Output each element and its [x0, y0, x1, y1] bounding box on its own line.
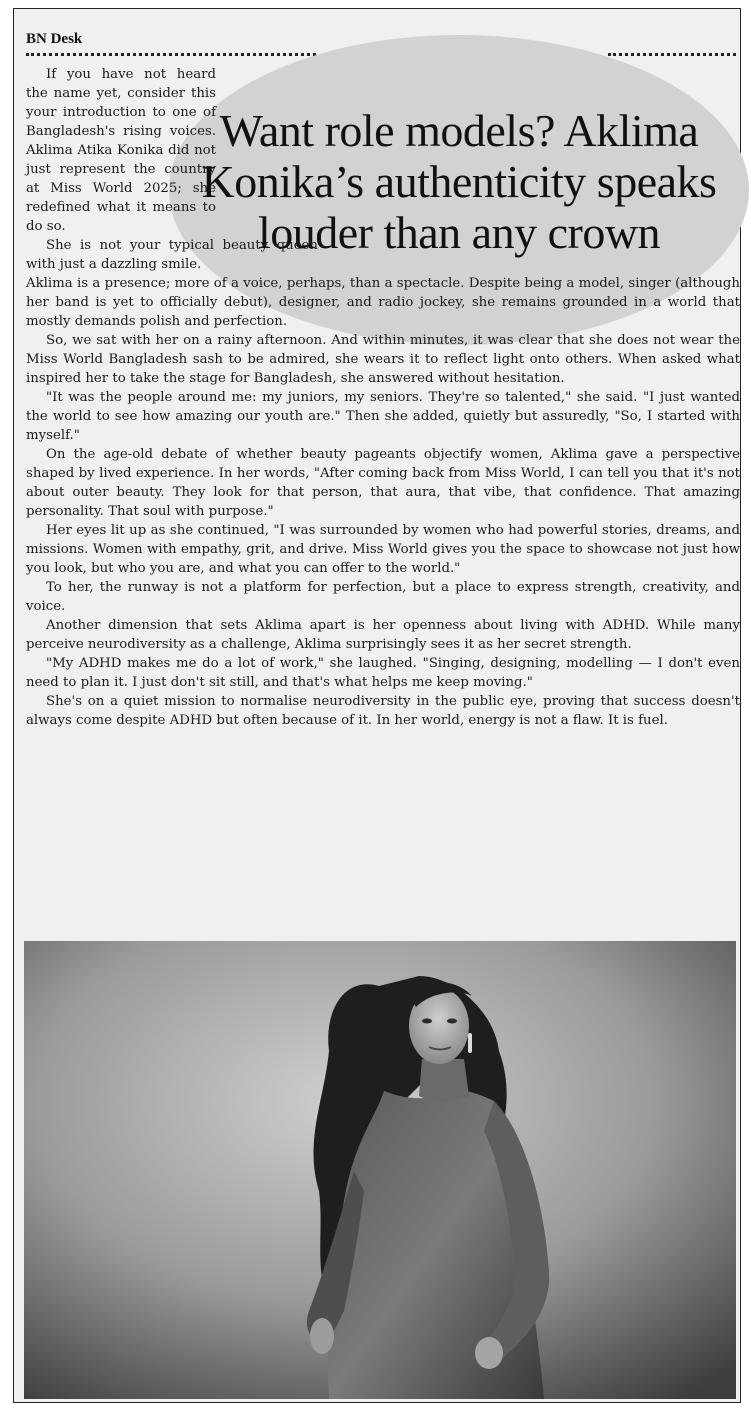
paragraph-people-around: "It was the people around me: my juniors, my seniors. They're so talented," she said. "I just wanted the world to see how amazing our youth are." Then she added, quietly but assuredly, "So, I started with myself.": [26, 390, 740, 443]
article-body: [26, 65, 740, 730]
paragraph-presence: Aklima is a presence; more of a voice, perhaps, than a spectacle. Despite being a model, singer (although her band is yet to officially debut), designer, and radio jockey, she remains grounded in a world that mostly demands polish and perfection.: [26, 276, 740, 329]
paragraph-eyes-lit: Her eyes lit up as she continued, "I was surrounded by women who had powerful stories, dreams, and missions. Women with empathy, grit, and drive. Miss World gives you the space to showcase not just how you look, but who you are, and what you can offer to the world.": [26, 523, 740, 576]
paragraph-beauty-queen: She is not your typical beauty queen with just a dazzling smile.: [26, 238, 318, 272]
dotted-rule-right: [608, 53, 736, 56]
article-frame: [13, 8, 741, 1403]
dotted-rule-left: [26, 53, 316, 56]
headline: Want role models? Aklima Konika’s authenticity speaks louder than any crown: [201, 105, 717, 258]
paragraph-quiet-mission: She's on a quiet mission to normalise neurodiversity in the public eye, proving that success doesn't always come despite ADHD but often because of it. In her world, energy is not a flaw. It is fuel.: [26, 694, 740, 728]
paragraph-intro: If you have not heard the name yet, consider this your introduction to one of Bangladesh's rising voices. Aklima Atika Konika did not just represent the country at Miss World 2025; she redefined what it means to do so.: [26, 67, 216, 234]
paragraph-rainy-afternoon: So, we sat with her on a rainy afternoon. And within minutes, it was clear that she does not wear the Miss World Bangladesh sash to be admired, she wears it to reflect light onto others. When asked what inspired her to take the stage for Bangladesh, she answered without hesitation.: [26, 333, 740, 386]
paragraph-pageant-debate: On the age-old debate of whether beauty pageants objectify women, Aklima gave a perspective shaped by lived experience. In her words, "After coming back from Miss World, I can tell you that it's not about outer beauty. They look for that person, that aura, that vibe, that confidence. That amazing personality. That soul with purpose.": [26, 447, 740, 519]
paragraph-adhd-quote: "My ADHD makes me do a lot of work," she laughed. "Singing, designing, modelling — I don't even need to plan it. I just don't sit still, and that's what helps me keep moving.": [26, 656, 740, 690]
paragraph-adhd-openness: Another dimension that sets Aklima apart is her openness about living with ADHD. While many perceive neurodiversity as a challenge, Aklima surprisingly sees it as her secret strength.: [26, 618, 740, 652]
byline: BN Desk: [26, 31, 83, 47]
portrait-photo: [24, 941, 736, 1399]
paragraph-runway: To her, the runway is not a platform for perfection, but a place to express strength, creativity, and voice.: [26, 580, 740, 614]
